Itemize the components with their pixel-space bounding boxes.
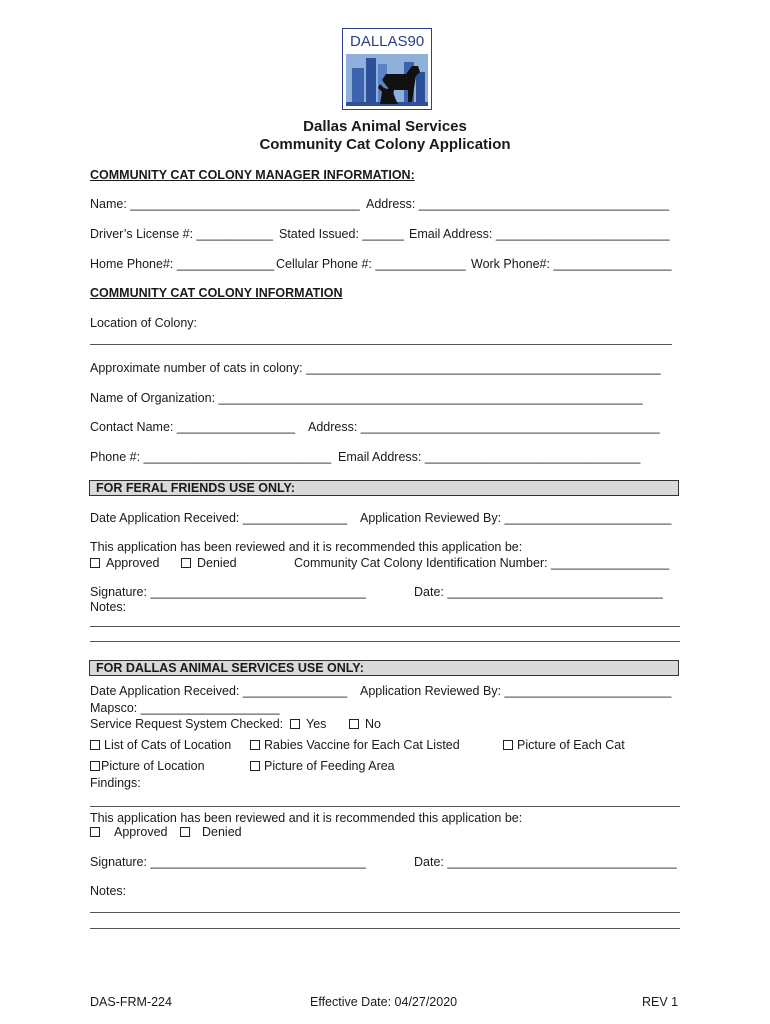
- feral-date-received-field[interactable]: Date Application Received: _______________: [90, 511, 348, 525]
- cellular-phone-field[interactable]: Cellular Phone #: _____________: [276, 257, 466, 271]
- findings-line[interactable]: [90, 806, 680, 807]
- das-approved-option[interactable]: [90, 825, 168, 839]
- dallas-animal-services-logo: [342, 28, 432, 110]
- feral-notes-label: Notes:: [90, 600, 127, 614]
- srs-yes-label: Yes: [306, 717, 327, 731]
- rabies-label: Rabies Vaccine for Each Cat Listed: [264, 738, 460, 752]
- feral-denied-label: Denied: [197, 556, 237, 570]
- feral-denied-option[interactable]: [181, 556, 237, 570]
- approx-cats-field[interactable]: Approximate number of cats in colony: ___________________________________________________: [90, 361, 661, 375]
- contact-address-field[interactable]: Address: ___________________________________________: [308, 420, 660, 434]
- feral-approved-checkbox[interactable]: [90, 558, 100, 568]
- colony-phone-field[interactable]: Phone #: ___________________________: [90, 450, 332, 464]
- colony-location-label: Location of Colony:: [90, 316, 198, 330]
- srs-yes-option[interactable]: [290, 717, 326, 731]
- mapsco-field[interactable]: Mapsco: ____________________: [90, 701, 280, 715]
- svg-text:DALLAS90: DALLAS90: [350, 33, 425, 50]
- effective-date: Effective Date: 04/27/2020: [310, 995, 458, 1009]
- work-phone-field[interactable]: Work Phone#: _________________: [471, 257, 672, 271]
- das-approved-label: Approved: [114, 825, 168, 839]
- das-approved-checkbox[interactable]: [90, 827, 100, 837]
- rabies-checkbox[interactable]: [250, 740, 260, 750]
- list-cats-option[interactable]: [90, 738, 231, 752]
- picture-feeding-checkbox[interactable]: [250, 761, 260, 771]
- picture-location-option[interactable]: [90, 759, 205, 773]
- das-recommend-text: This application has been reviewed and it is recommended this application be:: [90, 811, 523, 825]
- title-line2: Community Cat Colony Application: [259, 136, 511, 153]
- das-date-field[interactable]: Date: _________________________________: [414, 855, 677, 869]
- form-id: DAS-FRM-224: [90, 995, 172, 1009]
- picture-each-cat-option[interactable]: [503, 738, 625, 752]
- picture-each-cat-checkbox[interactable]: [503, 740, 513, 750]
- title-line1: Dallas Animal Services: [303, 118, 467, 135]
- srs-yes-checkbox[interactable]: [290, 719, 300, 729]
- feral-date-field[interactable]: Date: _______________________________: [414, 585, 663, 599]
- manager-name-field[interactable]: Name: _________________________________: [90, 197, 360, 211]
- manager-heading: COMMUNITY CAT COLONY MANAGER INFORMATION:: [90, 168, 415, 182]
- srs-no-label: No: [365, 717, 381, 731]
- colony-email-field[interactable]: Email Address: _______________________________: [338, 450, 641, 464]
- feral-denied-checkbox[interactable]: [181, 558, 191, 568]
- colony-heading: COMMUNITY CAT COLONY INFORMATION: [90, 286, 343, 300]
- das-notes-line-1[interactable]: [90, 912, 680, 913]
- findings-label: Findings:: [90, 776, 141, 790]
- srs-checked-label: Service Request System Checked:: [90, 717, 284, 731]
- feral-approved-label: Approved: [106, 556, 160, 570]
- feral-reviewed-by-field[interactable]: Application Reviewed By: ________________________: [360, 511, 672, 525]
- das-denied-option[interactable]: [180, 825, 242, 839]
- list-cats-label: List of Cats of Location: [104, 738, 232, 752]
- feral-recommend-text: This application has been reviewed and it is recommended this application be:: [90, 540, 523, 554]
- das-notes-line-2[interactable]: [90, 928, 680, 929]
- feral-signature-field[interactable]: Signature: _______________________________: [90, 585, 366, 599]
- organization-field[interactable]: Name of Organization: _____________________________________________________________: [90, 391, 643, 405]
- contact-name-field[interactable]: Contact Name: _________________: [90, 420, 296, 434]
- das-signature-field[interactable]: Signature: _______________________________: [90, 855, 366, 869]
- srs-no-checkbox[interactable]: [349, 719, 359, 729]
- rabies-option[interactable]: [250, 738, 460, 752]
- picture-feeding-option[interactable]: [250, 759, 395, 773]
- das-banner: FOR DALLAS ANIMAL SERVICES USE ONLY:: [89, 660, 679, 676]
- picture-feeding-label: Picture of Feeding Area: [264, 759, 395, 773]
- srs-no-option[interactable]: [349, 717, 381, 731]
- stated-issued-field[interactable]: Stated Issued: ______: [279, 227, 405, 241]
- home-phone-field[interactable]: Home Phone#: ______________: [90, 257, 275, 271]
- das-denied-checkbox[interactable]: [180, 827, 190, 837]
- picture-each-cat-label: Picture of Each Cat: [517, 738, 625, 752]
- picture-location-checkbox[interactable]: [90, 761, 100, 771]
- picture-location-label: Picture of Location: [101, 759, 205, 773]
- revision: REV 1: [642, 995, 679, 1009]
- das-date-received-field[interactable]: Date Application Received: _______________: [90, 684, 348, 698]
- manager-address-field[interactable]: Address: ____________________________________: [366, 197, 670, 211]
- das-reviewed-by-field[interactable]: Application Reviewed By: ________________________: [360, 684, 672, 698]
- feral-approved-option[interactable]: [90, 556, 160, 570]
- feral-notes-line-1[interactable]: [90, 626, 680, 627]
- das-denied-label: Denied: [202, 825, 242, 839]
- manager-email-field[interactable]: Email Address: _________________________: [409, 227, 670, 241]
- colony-id-field[interactable]: Community Cat Colony Identification Number: _________________: [294, 556, 670, 570]
- feral-notes-line-2[interactable]: [90, 641, 680, 642]
- drivers-license-field[interactable]: Driver’s License #: ___________: [90, 227, 273, 241]
- colony-location-line[interactable]: [90, 344, 672, 345]
- feral-friends-banner: FOR FERAL FRIENDS USE ONLY:: [89, 480, 679, 496]
- list-cats-checkbox[interactable]: [90, 740, 100, 750]
- das-notes-label: Notes:: [90, 884, 127, 898]
